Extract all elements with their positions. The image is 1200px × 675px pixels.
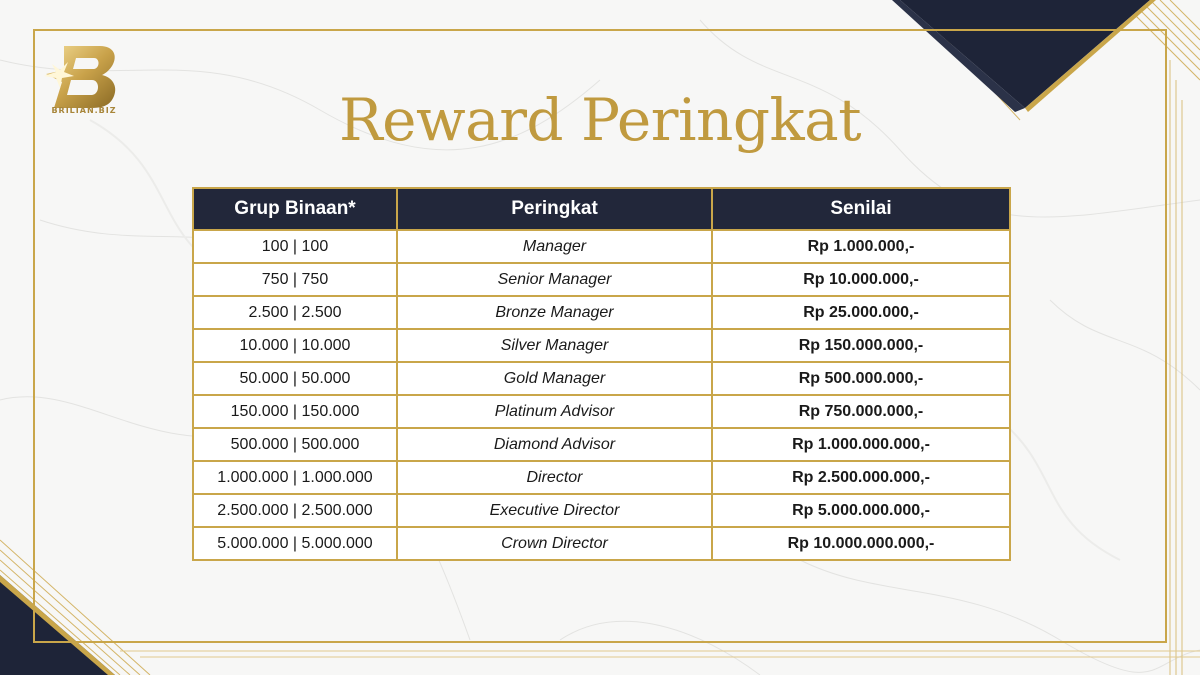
- cell-value: Rp 150.000.000,-: [712, 329, 1010, 362]
- table-row: [193, 230, 1010, 263]
- cell-group: 150.000 | 150.000: [193, 395, 397, 428]
- cell-group: 750 | 750: [193, 263, 397, 296]
- table-header-row: [193, 188, 1010, 230]
- table-row: [193, 527, 1010, 560]
- cell-group: 2.500 | 2.500: [193, 296, 397, 329]
- cell-value: Rp 10.000.000,-: [712, 263, 1010, 296]
- cell-group: 100 | 100: [193, 230, 397, 263]
- table-row: [193, 494, 1010, 527]
- header-group: Grup Binaan*: [193, 188, 397, 230]
- header-rank: Peringkat: [397, 188, 712, 230]
- cell-rank: Manager: [397, 230, 712, 263]
- cell-group: 2.500.000 | 2.500.000: [193, 494, 397, 527]
- cell-value: Rp 25.000.000,-: [712, 296, 1010, 329]
- table-row: [193, 263, 1010, 296]
- gold-lines-bottom: [0, 645, 1200, 675]
- table-row: [193, 461, 1010, 494]
- cell-group: 5.000.000 | 5.000.000: [193, 527, 397, 560]
- cell-value: Rp 1.000.000.000,-: [712, 428, 1010, 461]
- cell-rank: Crown Director: [397, 527, 712, 560]
- cell-value: Rp 1.000.000,-: [712, 230, 1010, 263]
- cell-rank: Senior Manager: [397, 263, 712, 296]
- header-value: Senilai: [712, 188, 1010, 230]
- brand-name: BRILIAN.BIZ: [51, 106, 117, 115]
- cell-rank: Gold Manager: [397, 362, 712, 395]
- cell-rank: Executive Director: [397, 494, 712, 527]
- table-row: [193, 329, 1010, 362]
- cell-rank: Director: [397, 461, 712, 494]
- cell-rank: Platinum Advisor: [397, 395, 712, 428]
- cell-rank: Diamond Advisor: [397, 428, 712, 461]
- table-row: [193, 395, 1010, 428]
- cell-value: Rp 2.500.000.000,-: [712, 461, 1010, 494]
- cell-group: 50.000 | 50.000: [193, 362, 397, 395]
- cell-value: Rp 5.000.000.000,-: [712, 494, 1010, 527]
- cell-rank: Silver Manager: [397, 329, 712, 362]
- page-title: Reward Peringkat: [338, 86, 862, 154]
- cell-value: Rp 10.000.000.000,-: [712, 527, 1010, 560]
- table-row: [193, 296, 1010, 329]
- table-row: [193, 362, 1010, 395]
- reward-table: [192, 187, 1011, 561]
- cell-value: Rp 500.000.000,-: [712, 362, 1010, 395]
- cell-value: Rp 750.000.000,-: [712, 395, 1010, 428]
- cell-group: 10.000 | 10.000: [193, 329, 397, 362]
- cell-group: 1.000.000 | 1.000.000: [193, 461, 397, 494]
- cell-group: 500.000 | 500.000: [193, 428, 397, 461]
- cell-rank: Bronze Manager: [397, 296, 712, 329]
- table-row: [193, 428, 1010, 461]
